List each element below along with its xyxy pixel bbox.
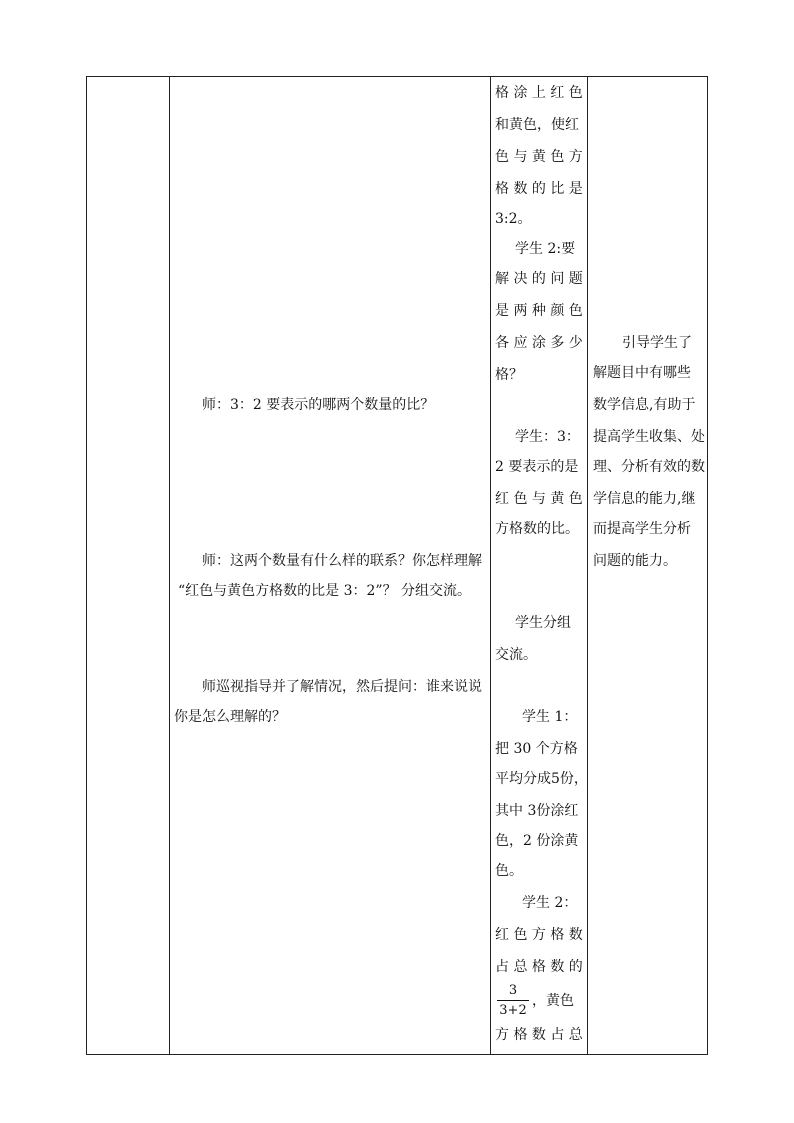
student-line: 学生：3： — [515, 429, 580, 445]
fraction-numerator: 3 — [508, 983, 518, 998]
intent-line: 解题目中有哪些 — [593, 365, 691, 381]
student-line: 色，2 份涂黄 — [495, 833, 579, 849]
student-line: 色 与 黄 色 方 — [495, 149, 583, 165]
student-line: 平均分成5份， — [495, 771, 588, 787]
student-line: 学生 2： — [522, 895, 578, 911]
intent-line: 引导学生了 — [622, 335, 692, 351]
intent-line: 而提高学生分析 — [593, 521, 691, 537]
student-line: 2 要表示的是 — [495, 459, 579, 475]
fraction-denominator: 3+2 — [499, 1003, 527, 1018]
column-divider-2 — [490, 77, 491, 1054]
student-line: 3:2。 — [495, 211, 532, 227]
fraction — [495, 982, 531, 1021]
intent-line: 学信息的能力,继 — [593, 491, 696, 507]
student-line: 学生 2:要 — [515, 241, 576, 257]
intent-line: 理、分析有效的数 — [593, 459, 705, 475]
student-line: 解 决 的 问 题 — [495, 271, 583, 287]
student-line: 其中 3份涂红 — [495, 803, 579, 819]
teacher-line: 师：这两个数量有什么样的联系？你怎样理解 — [202, 553, 482, 569]
student-line: 学生 1： — [522, 709, 578, 725]
student-line: 和黄色，使红 — [495, 117, 579, 133]
teacher-line: “红色与黄色方格数的比是 3：2”？ 分组交流。 — [178, 583, 472, 599]
student-line: 红 色 与 黄 色 — [495, 491, 583, 507]
student-line: 方格数的比。 — [495, 521, 579, 537]
teacher-line: 师：3：2 要表示的哪两个数量的比？ — [202, 397, 435, 413]
student-line: 格？ — [495, 367, 523, 383]
student-line: 交流。 — [495, 647, 537, 663]
student-line: 把 30 个方格 — [495, 741, 578, 757]
student-line: 色。 — [495, 863, 523, 879]
column-divider-1 — [169, 77, 170, 1054]
student-line: ，黄色 — [532, 993, 574, 1009]
teacher-line: 师巡视指导并了解情况，然后提问：谁来说说 — [202, 679, 482, 695]
teacher-line: 你是怎么理解的？ — [174, 709, 286, 725]
column-divider-3 — [587, 77, 588, 1054]
student-line: 各 应 涂 多 少 — [495, 335, 583, 351]
student-line: 格 数 的 比 是 — [495, 181, 583, 197]
student-line: 格 涂 上 红 色 — [495, 85, 583, 101]
intent-line: 问题的能力。 — [593, 553, 677, 569]
intent-line: 数学信息,有助于 — [593, 397, 696, 413]
student-line: 占 总 格 数 的 — [495, 959, 583, 975]
intent-line: 提高学生收集、处 — [593, 429, 705, 445]
student-line: 方 格 数 占 总 — [495, 1027, 583, 1043]
student-line: 学生分组 — [515, 615, 571, 631]
student-line: 是 两 种 颜 色 — [495, 303, 583, 319]
student-line: 红 色 方 格 数 — [495, 927, 583, 943]
